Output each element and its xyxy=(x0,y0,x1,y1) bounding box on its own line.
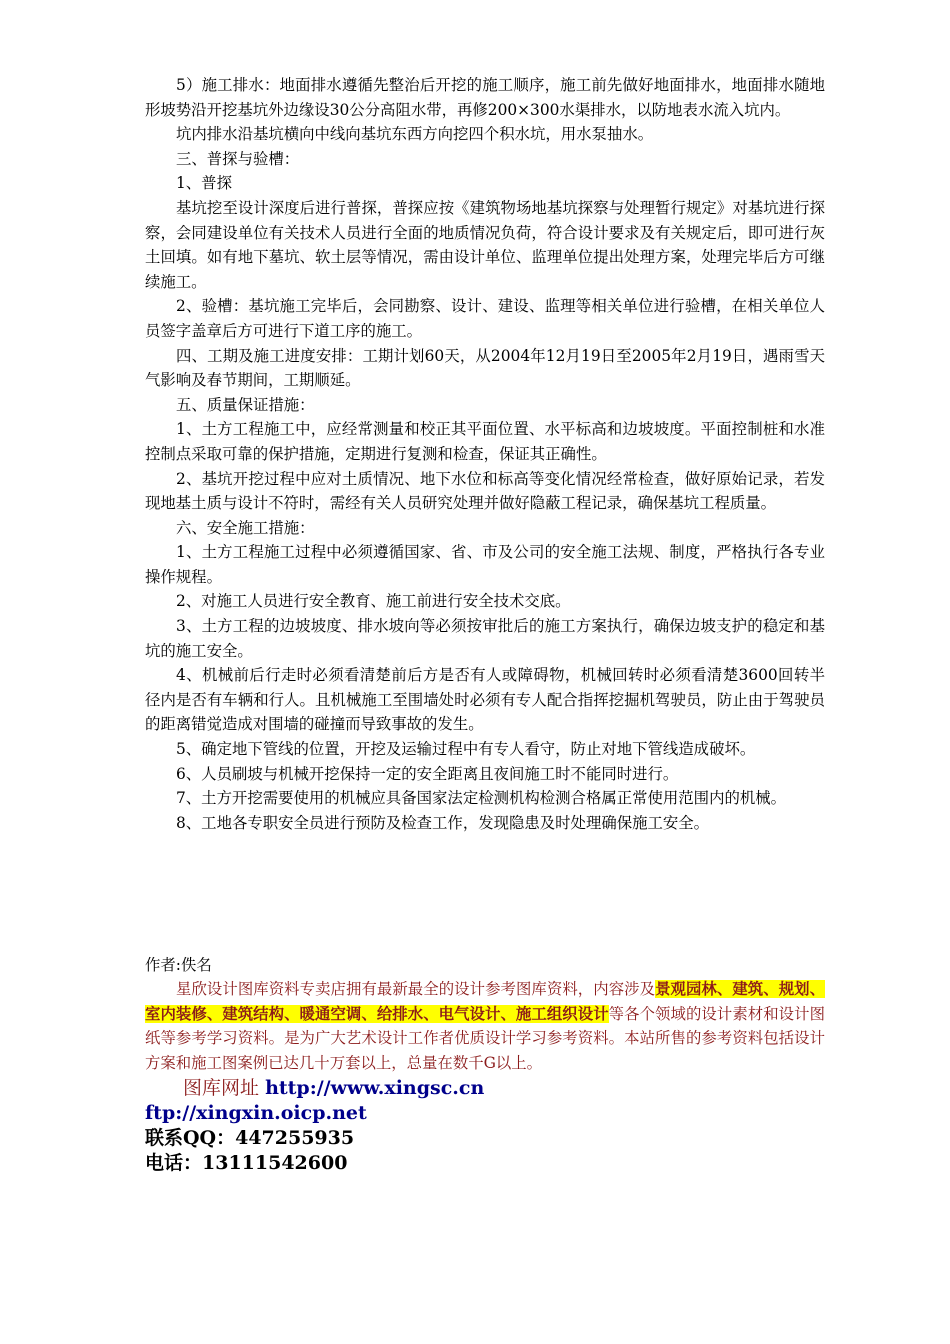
subheading-general-probe: 1、普探 xyxy=(176,174,232,193)
advert-rest: 等各个领域的设计素材和设计图纸等参考学习资料。是为广大艺术设计工作者优质设计学习参考资料。本站所售的参考资料包括设计方案和施工图案例已达几十万套以上，总量在数千G以上。 xyxy=(145,1004,825,1072)
advert-highlight: 景观园林、建筑、规划、室内装修、建筑结构、暖通空调、给排水、电气设计、施工组织设计 xyxy=(145,980,825,1023)
paragraph-quality-1: 1、土方工程施工中，应经常测量和校正其平面位置、水平标高和边坡坡度。平面控制桩和水准控制点采取可靠的保护措施，定期进行复测和检查，保证其正确性。 xyxy=(145,420,825,463)
paragraph-safety-7: 7、土方开挖需要使用的机械应具备国家法定检测机构检测合格属正常使用范围内的机械。 xyxy=(176,789,787,808)
paragraph-safety-3: 3、土方工程的边坡坡度、排水坡向等必须按审批后的施工方案执行，确保边坡支护的稳定和基坑的施工安全。 xyxy=(145,617,825,660)
ftp-link[interactable]: ftp://xingxin.oicp.net xyxy=(145,1102,367,1124)
paragraph-general-probe: 基坑挖至设计深度后进行普探，普探应按《建筑物场地基坑探察与处理暂行规定》对基坑进行探察，会同建设单位有关技术人员进行全面的地质情况负荷，符合设计要求及有关规定后，即可进行灰土回填。如有地下墓坑、软土层等情况，需由设计单位、监理单位提出处理方案，处理完毕后方可继续施工。 xyxy=(145,198,825,291)
section-heading-quality: 五、质量保证措施： xyxy=(176,395,315,414)
gallery-url-link[interactable]: http://www.xingsc.cn xyxy=(265,1077,485,1099)
section-heading-safety: 六、安全施工措施： xyxy=(176,518,315,537)
paragraph-safety-8: 8、工地各专职安全员进行预防及检查工作，发现隐患及时处理确保施工安全。 xyxy=(176,813,710,832)
author-line: 作者:佚名 xyxy=(145,956,212,974)
document-body xyxy=(145,73,825,835)
paragraph-safety-6: 6、人员刷坡与机械开挖保持一定的安全距离且夜间施工时不能同时进行。 xyxy=(176,764,679,783)
section-heading-inspection: 三、普探与验槽： xyxy=(176,149,300,168)
paragraph-drainage: 5）施工排水：地面排水遵循先整治后开挖的施工顺序，施工前先做好地面排水，地面排水随地形坡势沿开挖基坑外边缘设30公分高阻水带，再修200×300水渠排水，以防地表水流入坑内。 xyxy=(145,76,825,119)
gallery-label: 图库网址 xyxy=(183,1077,260,1099)
paragraph-trench-check: 2、验槽：基坑施工完毕后，会同勘察、设计、建设、监理等相关单位进行验槽，在相关单位人员签字盖章后方可进行下道工序的施工。 xyxy=(145,297,825,340)
paragraph-schedule: 四、工期及施工进度安排：工期计划60天，从2004年12月19日至2005年2月19日，遇雨雪天气影响及春节期间，工期顺延。 xyxy=(145,346,825,390)
paragraph-safety-5: 5、确定地下管线的位置，开挖及运输过程中有专人看守，防止对地下管线造成破坏。 xyxy=(176,740,756,759)
advert-intro: 星欣设计图库资料专卖店拥有最新最全的设计参考图库资料，内容涉及 xyxy=(176,980,656,998)
phone-contact: 电话：13111542600 xyxy=(145,1152,348,1174)
paragraph-pit-drainage: 坑内排水沿基坑横向中线向基坑东西方向挖四个积水坑，用水泵抽水。 xyxy=(176,125,654,144)
paragraph-quality-2: 2、基坑开挖过程中应对土质情况、地下水位和标高等变化情况经常检查，做好原始记录，若发现地基土质与设计不符时，需经有关人员研究处理并做好隐蔽工程记录，确保基坑工程质量。 xyxy=(145,469,825,513)
gallery-url-line xyxy=(183,1076,484,1100)
qq-contact: 联系QQ：447255935 xyxy=(145,1127,355,1149)
paragraph-safety-2: 2、对施工人员进行安全教育、施工前进行安全技术交底。 xyxy=(176,592,571,611)
paragraph-safety-4: 4、机械前后行走时必须看清楚前后方是否有人或障碍物，机械回转时必须看清楚3600回转半径内是否有车辆和行人。且机械施工至围墙处时必须有专人配合指挥挖掘机驾驶员，防止由于驾驶员的距离错觉造成对围墙的碰撞而导致事故的发生。 xyxy=(145,666,825,734)
advert-paragraph xyxy=(145,977,825,1075)
paragraph-safety-1: 1、土方工程施工过程中必须遵循国家、省、市及公司的安全施工法规、制度，严格执行各专业操作规程。 xyxy=(145,543,825,586)
